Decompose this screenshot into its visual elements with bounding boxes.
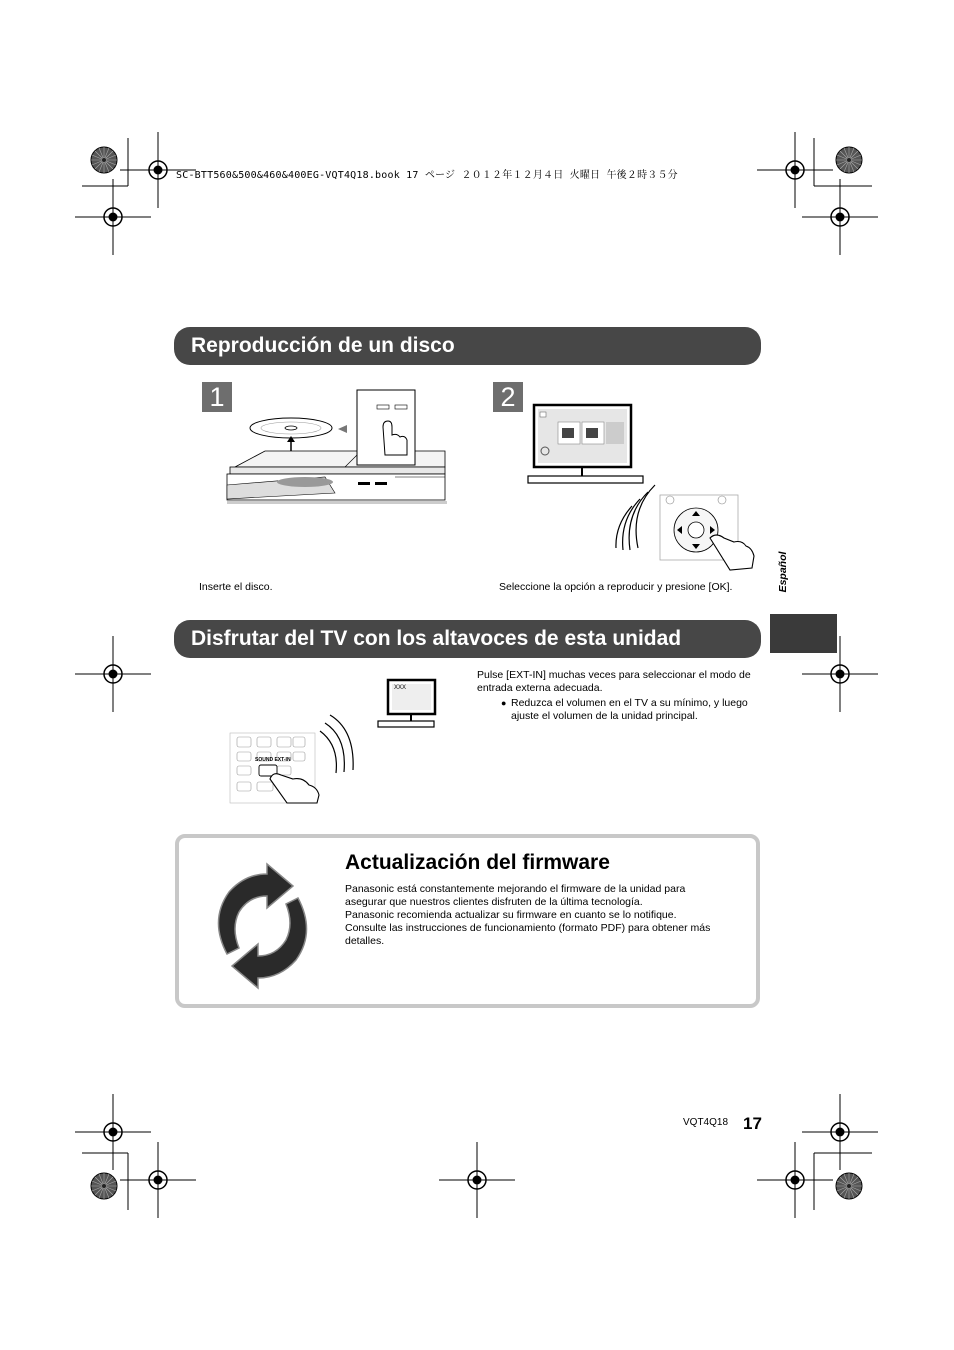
language-tab <box>770 614 837 653</box>
step-number-2: 2 <box>493 382 523 412</box>
insert-disc-illustration <box>225 385 450 510</box>
firmware-line: Panasonic está constantemente mejorando el firmware de la unidad para <box>345 883 686 895</box>
section-title-disc-playback: Reproducción de un disco <box>174 327 761 365</box>
firmware-line: asegurar que nuestros clientes disfruten de la última tecnología. <box>345 896 643 908</box>
tv-screen-label: XXX <box>394 685 407 691</box>
firmware-title: Actualización del firmware <box>345 851 610 874</box>
section-title-tv-sound: Disfrutar del TV con los altavoces de esta unidad <box>174 620 761 658</box>
language-label: Español <box>777 551 789 593</box>
ext-in-button-label: SOUND EXT-IN <box>255 757 291 763</box>
firmware-line: Panasonic recomienda actualizar su firmware en cuanto se lo notifique. <box>345 909 677 921</box>
firmware-body <box>345 883 745 948</box>
step1-caption: Inserte el disco. <box>199 581 273 593</box>
ext-in-illustration <box>225 675 440 805</box>
bullet-dot: ● <box>501 698 507 708</box>
model-code: VQT4Q18 <box>683 1117 729 1128</box>
volume-note: Reduzca el volumen en el TV a su mínimo, y luego ajuste el volumen de la unidad principal. <box>511 697 748 722</box>
print-file-header: SC-BTT560&500&460&400EG-VQT4Q18.book 17 ページ ２０１２年１２月４日 火曜日 午後２時３５分 <box>176 170 678 181</box>
firmware-line: Consulte las instrucciones de funcionamiento (formato PDF) para obtener más <box>345 922 711 934</box>
page-number: 17 <box>743 1114 762 1133</box>
ext-in-instruction: Pulse [EXT-IN] muchas veces para seleccionar el modo de entrada externa adecuada. <box>477 669 751 694</box>
step-number-1: 1 <box>202 382 232 412</box>
select-and-ok-illustration <box>520 400 760 575</box>
step2-caption: Seleccione la opción a reproducir y presione [OK]. <box>499 581 733 593</box>
refresh-icon <box>205 862 320 990</box>
firmware-line: detalles. <box>345 935 385 947</box>
